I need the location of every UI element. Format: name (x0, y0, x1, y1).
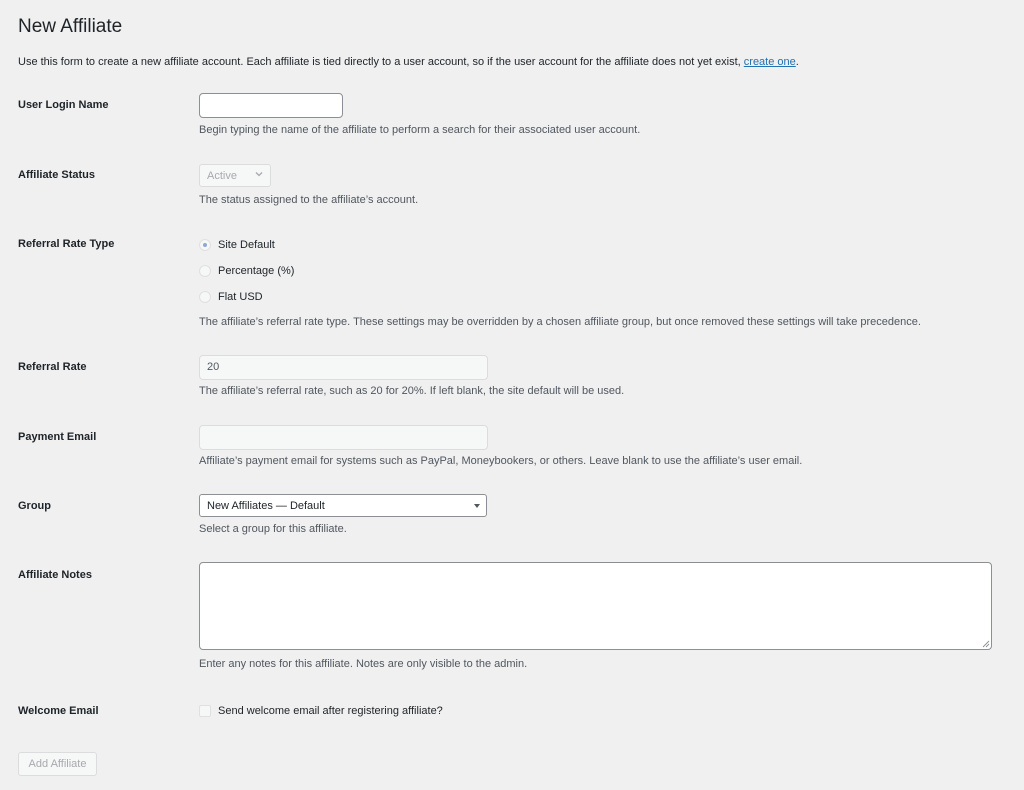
user-login-input[interactable] (199, 93, 343, 118)
affiliate-notes-label: Affiliate Notes (18, 569, 92, 581)
affiliate-notes-description: Enter any notes for this affiliate. Notes are only visible to the admin. (199, 658, 528, 670)
affiliate-notes-textarea[interactable] (199, 562, 992, 650)
resize-grip-icon[interactable] (982, 640, 990, 648)
affiliate-status-label: Affiliate Status (18, 169, 96, 181)
payment-email-label: Payment Email (18, 431, 97, 443)
referral-rate-label: Referral Rate (18, 361, 87, 373)
welcome-email-label: Welcome Email (18, 705, 99, 717)
referral-rate-type-label: Referral Rate Type (18, 238, 115, 250)
welcome-email-checkbox-label: Send welcome email after registering affiliate? (218, 705, 443, 717)
referral-rate-type-description: The affiliate’s referral rate type. These settings may be overridden by a chosen affiliate group, but once removed these settings will take precedence. (199, 316, 921, 328)
radio-site-default[interactable] (199, 239, 211, 251)
radio-site-default-label: Site Default (218, 239, 275, 251)
intro-sentence: Use this form to create a new affiliate account. Each affiliate is tied directly to a user account, so if the user account for the affiliate does not yet exist, (18, 56, 744, 68)
intro-text (18, 56, 799, 68)
create-user-link[interactable]: create one (743, 56, 796, 68)
affiliate-status-value: Active (207, 170, 237, 182)
affiliate-status-select[interactable] (199, 164, 271, 187)
radio-percentage[interactable] (199, 265, 211, 277)
radio-flat-usd-label: Flat USD (218, 291, 263, 303)
referral-rate-value: 20 (207, 361, 220, 373)
radio-percentage-label: Percentage (%) (218, 265, 295, 277)
radio-flat-usd[interactable] (199, 291, 211, 303)
group-label: Group (18, 500, 51, 512)
payment-email-input[interactable] (199, 425, 488, 450)
welcome-email-checkbox[interactable] (199, 705, 211, 717)
user-login-label: User Login Name (18, 99, 109, 111)
intro-period: . (795, 56, 799, 68)
group-select[interactable] (199, 494, 487, 517)
referral-rate-description: The affiliate’s referral rate, such as 20 for 20%. If left blank, the site default will be used. (199, 385, 625, 397)
group-description: Select a group for this affiliate. (199, 523, 347, 535)
page-title: New Affiliate (18, 16, 123, 37)
referral-rate-input[interactable] (199, 355, 488, 380)
payment-email-description: Affiliate’s payment email for systems such as PayPal, Moneybookers, or others. Leave blank to use the affiliate’s user email. (199, 455, 803, 467)
caret-down-icon (474, 504, 480, 508)
add-affiliate-button[interactable]: Add Affiliate (18, 752, 97, 776)
affiliate-status-description: The status assigned to the affiliate’s account. (199, 194, 419, 206)
chevron-down-icon (254, 169, 264, 179)
user-login-description: Begin typing the name of the affiliate to perform a search for their associated user account. (199, 124, 641, 136)
group-selected-value: New Affiliates — Default (207, 500, 325, 512)
